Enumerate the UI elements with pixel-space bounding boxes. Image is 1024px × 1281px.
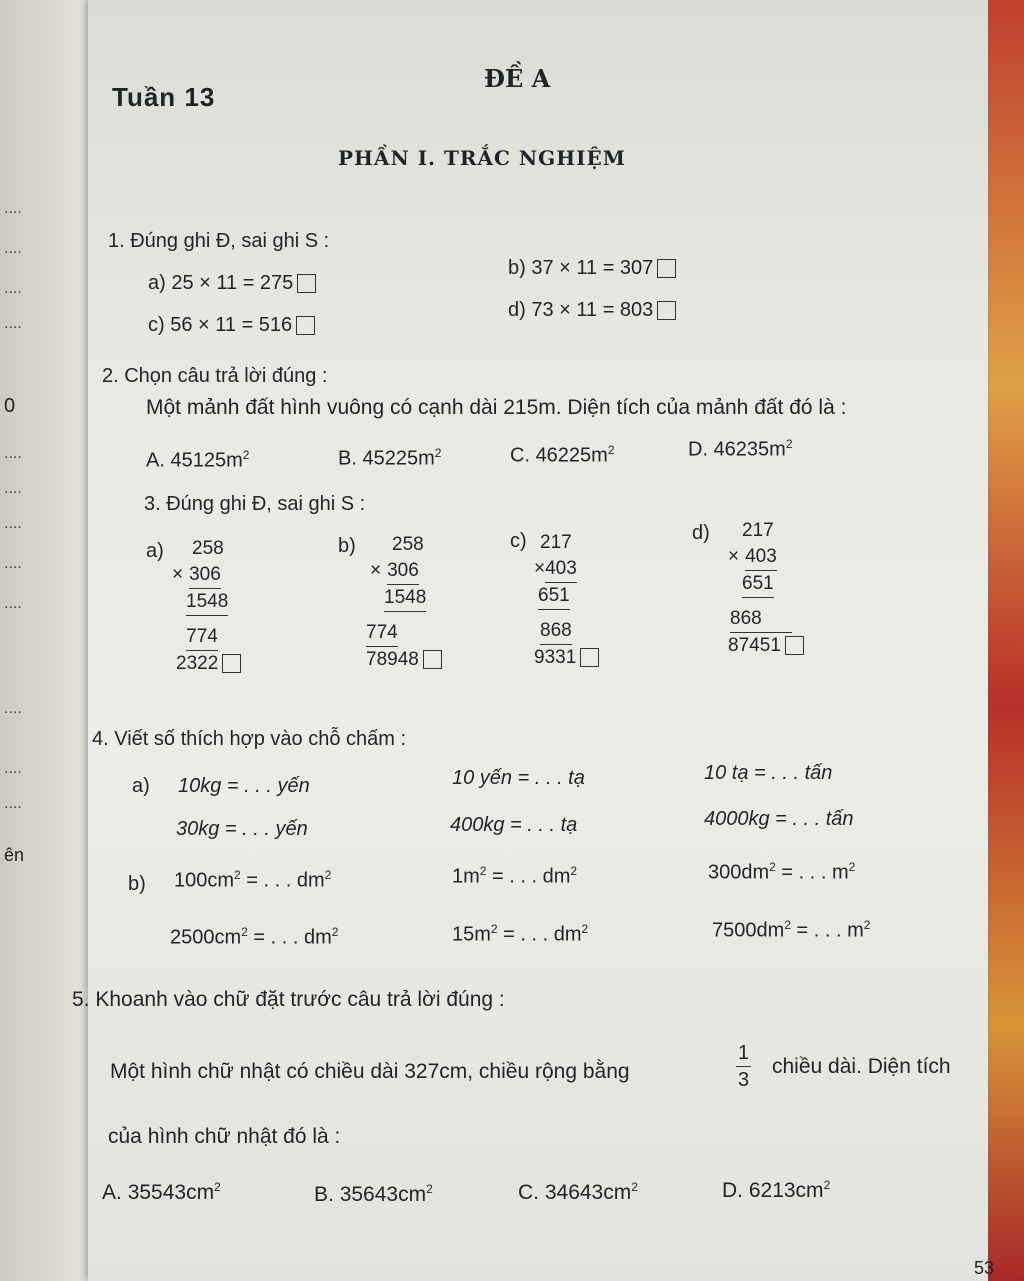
- q5-fraction: $\frac{1}{3}$: [738, 1042, 750, 1091]
- exam-title: ĐỀ A: [484, 64, 551, 93]
- margin-mark: ....: [4, 480, 22, 497]
- q2-option-a[interactable]: A. $45125m^2$: [146, 448, 250, 472]
- q3-label-a: a): [146, 540, 164, 562]
- q3-label-b: b): [338, 535, 356, 557]
- q4-a-label: a): [132, 775, 150, 797]
- q1-item-b: b) 37 × 11 = 307: [508, 257, 676, 280]
- margin-mark: ....: [4, 315, 22, 332]
- q4-b-r1c2: $1m^2$ = . . . $dm^2$: [452, 864, 578, 888]
- q4-b-r1c3: $300dm^2$ = . . . $m^2$: [708, 860, 856, 884]
- q5-option-b[interactable]: B. $35643cm^2$: [314, 1182, 433, 1206]
- q2-prompt: 2. Chọn câu trả lời đúng :: [102, 365, 328, 387]
- q1-item-c: c) 56 × 11 = 516: [148, 314, 315, 337]
- worksheet-page: [72, 0, 995, 1281]
- answer-box[interactable]: [580, 648, 599, 667]
- q3-calc-d: 217 × 403 651 868 87451: [728, 518, 804, 659]
- q2-option-d[interactable]: D. $46235m^2$: [688, 437, 793, 461]
- q2-option-c[interactable]: C. $46225m^2$: [510, 443, 615, 467]
- margin-mark: ....: [4, 555, 22, 572]
- margin-mark: ....: [4, 445, 22, 462]
- margin-mark: ....: [4, 700, 22, 717]
- margin-mark: 0: [4, 395, 16, 417]
- q5-text-part1: Một hình chữ nhật có chiều dài 327cm, chiều rộng bằng: [110, 1060, 630, 1083]
- q4-a-r2c3: 4000kg = . . . tấn: [704, 808, 854, 830]
- q3-prompt: 3. Đúng ghi Đ, sai ghi S :: [144, 493, 366, 515]
- section-title: PHẦN I. TRẮC NGHIỆM: [338, 146, 626, 170]
- q4-b-label: b): [128, 873, 146, 895]
- q1-item-d: d) 73 × 11 = 803: [508, 299, 676, 322]
- margin-mark: ....: [4, 240, 22, 257]
- q4-b-r2c3: $7500dm^2$ = . . . $m^2$: [712, 918, 871, 942]
- q4-prompt: 4. Viết số thích hợp vào chỗ chấm :: [92, 728, 407, 750]
- q5-text-line2: của hình chữ nhật đó là :: [108, 1125, 341, 1148]
- q5-option-d[interactable]: D. $6213cm^2$: [722, 1178, 831, 1202]
- answer-box[interactable]: [222, 654, 241, 673]
- q4-a-r2c1: 30kg = . . . yến: [176, 818, 308, 840]
- q3-calc-b: 258 × 306 1548 774 78948: [366, 532, 442, 673]
- q5-option-c[interactable]: C. $34643cm^2$: [518, 1180, 638, 1204]
- answer-box[interactable]: [657, 259, 676, 278]
- answer-box[interactable]: [296, 316, 315, 335]
- margin-mark: ....: [4, 515, 22, 532]
- q4-a-r1c3: 10 tạ = . . . tấn: [704, 762, 833, 784]
- q4-b-r2c1: $2500cm^2$ = . . . $dm^2$: [170, 925, 339, 949]
- q2-text: Một mảnh đất hình vuông có cạnh dài 215m. Diện tích của mảnh đất đó là :: [146, 396, 847, 419]
- margin-mark: ên: [4, 845, 25, 865]
- q4-a-r1c2: 10 yến = . . . tạ: [452, 767, 585, 789]
- q5-prompt: 5. Khoanh vào chữ đặt trước câu trả lời đúng :: [72, 988, 505, 1011]
- q3-calc-a: 258 × 306 1548 774 2322: [172, 536, 241, 677]
- margin-mark: ....: [4, 760, 22, 777]
- q1-item-a: a) 25 × 11 = 275: [148, 272, 316, 295]
- q5-option-a[interactable]: A. $35543cm^2$: [102, 1180, 221, 1204]
- q4-b-r2c2: $15m^2$ = . . . $dm^2$: [452, 922, 589, 946]
- answer-box[interactable]: [423, 650, 442, 669]
- answer-box[interactable]: [297, 274, 316, 293]
- q3-label-c: c): [510, 530, 527, 552]
- q1-prompt: 1. Đúng ghi Đ, sai ghi S :: [108, 230, 330, 252]
- answer-box[interactable]: [785, 636, 804, 655]
- q4-a-r1c1: 10kg = . . . yến: [178, 775, 310, 797]
- q2-option-b[interactable]: B. $45225m^2$: [338, 446, 442, 470]
- week-label: Tuần 13: [112, 82, 216, 112]
- previous-page-edge: [0, 0, 90, 1281]
- margin-mark: ....: [4, 795, 22, 812]
- q3-calc-c: 217 ×403 651 868 9331: [534, 530, 599, 671]
- margin-mark: ....: [4, 200, 22, 217]
- margin-mark: ....: [4, 280, 22, 297]
- q4-b-r1c1: $100cm^2$ = . . . $dm^2$: [174, 868, 332, 892]
- page-number: 53: [974, 1258, 995, 1278]
- q3-label-d: d): [692, 522, 710, 544]
- answer-box[interactable]: [657, 301, 676, 320]
- q5-text-part2: chiều dài. Diện tích: [772, 1055, 951, 1078]
- margin-mark: ....: [4, 595, 22, 612]
- q4-a-r2c2: 400kg = . . . tạ: [450, 814, 578, 836]
